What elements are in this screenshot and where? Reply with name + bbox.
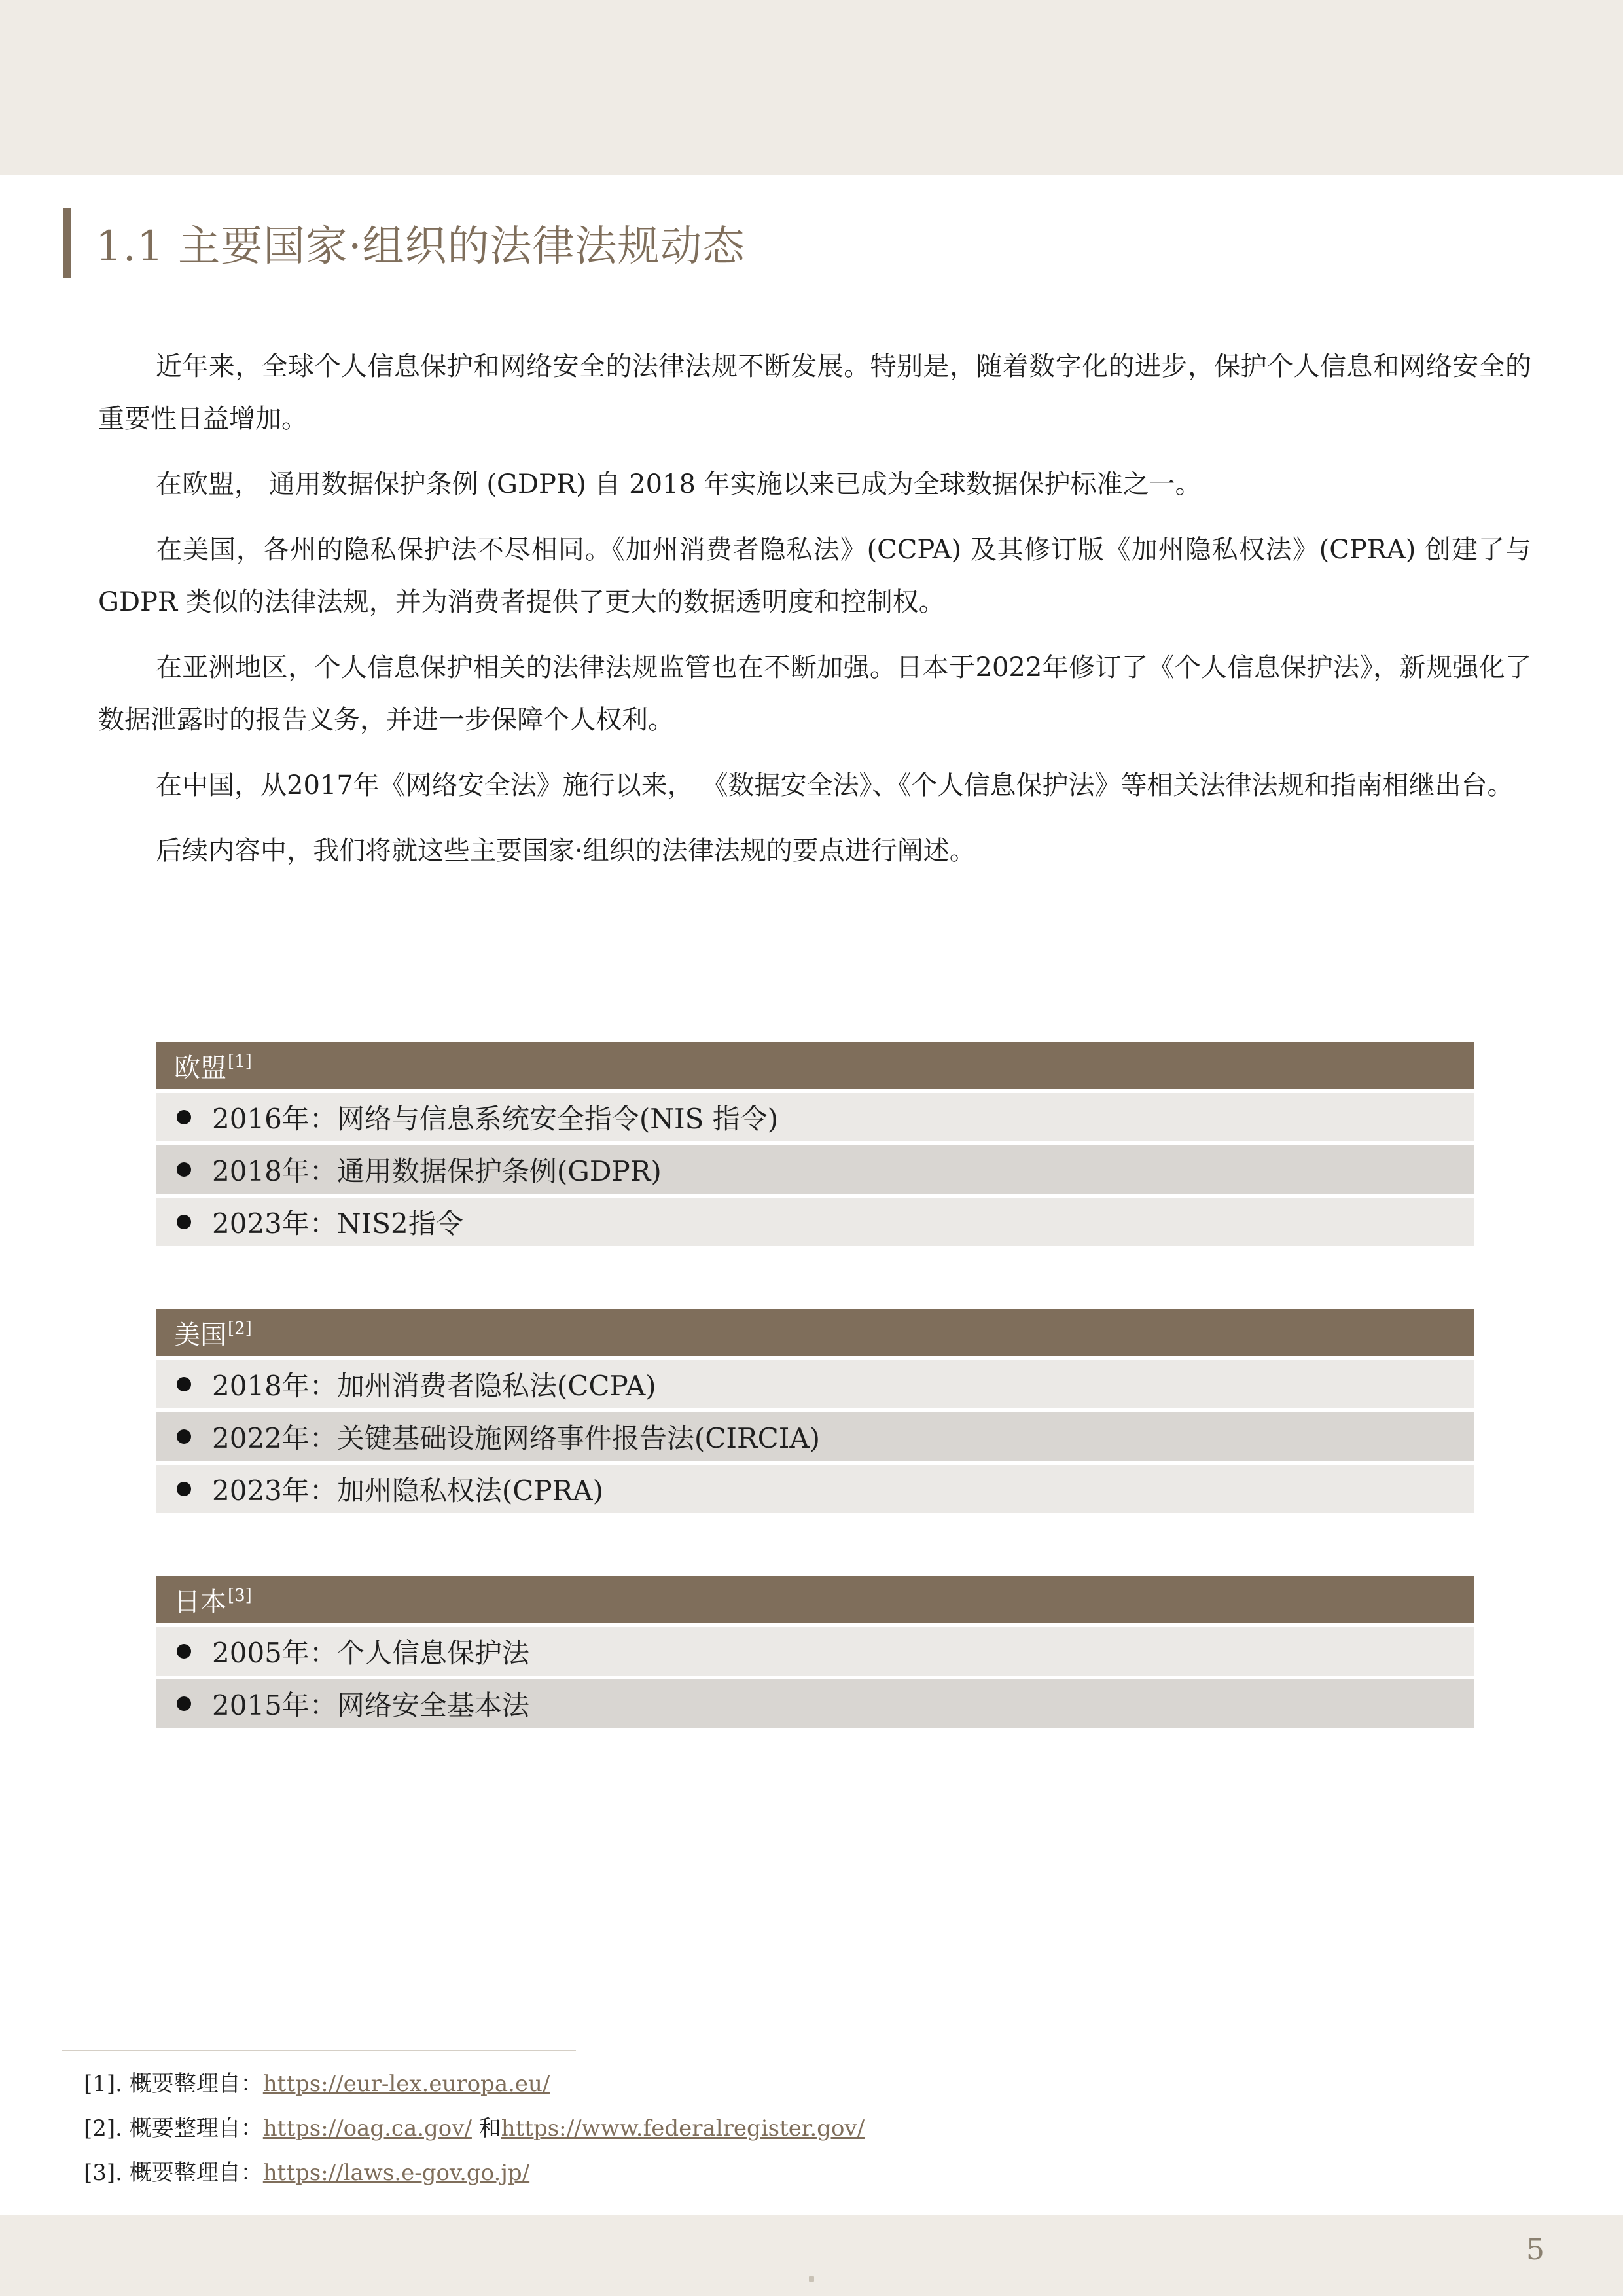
bullet-icon (177, 1482, 191, 1496)
bullet-icon (177, 1429, 191, 1444)
law-item (156, 1465, 1474, 1513)
law-block-header (156, 1576, 1474, 1623)
footnote-item (84, 2062, 865, 2106)
bullet-icon (177, 1377, 191, 1391)
law-block-title: 日本 (174, 1587, 226, 1617)
footnote-prefix: [3]. 概要整理自： (84, 2160, 263, 2186)
law-item (156, 1412, 1474, 1461)
footer-dot (809, 2276, 814, 2282)
footnote-prefix: [1]. 概要整理自： (84, 2071, 263, 2097)
paragraph: 后续内容中，我们将就这些主要国家·组织的法律法规的要点进行阐述。 (156, 836, 976, 866)
footer-band (0, 2215, 1623, 2296)
paragraph: 在美国，各州的隐私保护法不尽相同。《加州消费者隐私法》(CCPA) 及其修订版《加州隐私权法》(CPRA) 创建了与 GDPR 类似的法律法规，并为消费者提供了更大的数据透明度和控制权。 (98, 535, 1531, 617)
paragraph: 在中国，从2017年《网络安全法》施行以来， 《数据安全法》、《个人信息保护法》等相关法律法规和指南相继出台。 (156, 770, 1514, 800)
footnote-link[interactable]: https://oag.ca.gov/ (262, 2115, 472, 2142)
law-list (156, 1360, 1474, 1513)
law-list (156, 1093, 1474, 1246)
law-item-text: 2023年：加州隐私权法(CPRA) (212, 1475, 604, 1507)
paragraph: 在亚洲地区，个人信息保护相关的法律法规监管也在不断加强。日本于2022年修订了《个人信息保护法》，新规强化了数据泄露时的报告义务，并进一步保障个人权利。 (98, 653, 1531, 735)
law-list (156, 1627, 1474, 1728)
law-block-title: 美国 (174, 1319, 226, 1350)
paragraph: 在欧盟， 通用数据保护条例 (GDPR) 自 2018 年实施以来已成为全球数据保护标准之一。 (156, 469, 1202, 499)
law-item-text: 2005年：个人信息保护法 (212, 1637, 529, 1669)
bullet-icon (177, 1162, 191, 1177)
footnote-item (84, 2106, 865, 2151)
footnote-ref[interactable]: [1] (228, 1052, 252, 1071)
law-item (156, 1679, 1474, 1728)
bullet-icon (177, 1110, 191, 1124)
footnote-link[interactable]: https://eur-lex.europa.eu/ (262, 2071, 550, 2097)
section-heading: 1.1 主要国家·组织的法律法规动态 (63, 208, 745, 278)
law-item (156, 1627, 1474, 1676)
footnote-joiner: 和 (471, 2115, 501, 2142)
footnote-prefix: [2]. 概要整理自： (84, 2115, 263, 2142)
bullet-icon (177, 1644, 191, 1659)
law-item (156, 1093, 1474, 1141)
law-block-title: 欧盟 (174, 1052, 226, 1083)
body-text (98, 340, 1531, 890)
law-block-eu (156, 1042, 1474, 1250)
law-item (156, 1145, 1474, 1194)
law-item-text: 2016年：网络与信息系统安全指令(NIS 指令) (212, 1103, 779, 1135)
law-item-text: 2018年：通用数据保护条例(GDPR) (212, 1155, 662, 1187)
header-band (0, 0, 1623, 175)
law-block-us (156, 1309, 1474, 1517)
law-item-text: 2015年：网络安全基本法 (212, 1689, 529, 1721)
footnotes (84, 2062, 865, 2195)
law-block-header (156, 1309, 1474, 1356)
law-item (156, 1198, 1474, 1246)
law-item-text: 2023年：NIS2指令 (212, 1208, 463, 1240)
footnote-divider (62, 2050, 576, 2051)
footnote-link[interactable]: https://laws.e-gov.go.jp/ (262, 2160, 530, 2186)
footnote-item (84, 2151, 865, 2195)
footnote-ref[interactable]: [2] (228, 1319, 252, 1338)
law-item-text: 2018年：加州消费者隐私法(CCPA) (212, 1370, 656, 1402)
paragraph: 近年来，全球个人信息保护和网络安全的法律法规不断发展。特别是，随着数字化的进步，保护个人信息和网络安全的重要性日益增加。 (98, 351, 1531, 434)
law-block-japan (156, 1576, 1474, 1732)
page-number: 5 (1526, 2233, 1544, 2267)
footnote-ref[interactable]: [3] (228, 1586, 252, 1605)
bullet-icon (177, 1696, 191, 1711)
footnote-link[interactable]: https://www.federalregister.gov/ (501, 2115, 865, 2142)
law-item-text: 2022年：关键基础设施网络事件报告法(CIRCIA) (212, 1422, 821, 1454)
law-item (156, 1360, 1474, 1408)
bullet-icon (177, 1215, 191, 1229)
law-block-header (156, 1042, 1474, 1089)
